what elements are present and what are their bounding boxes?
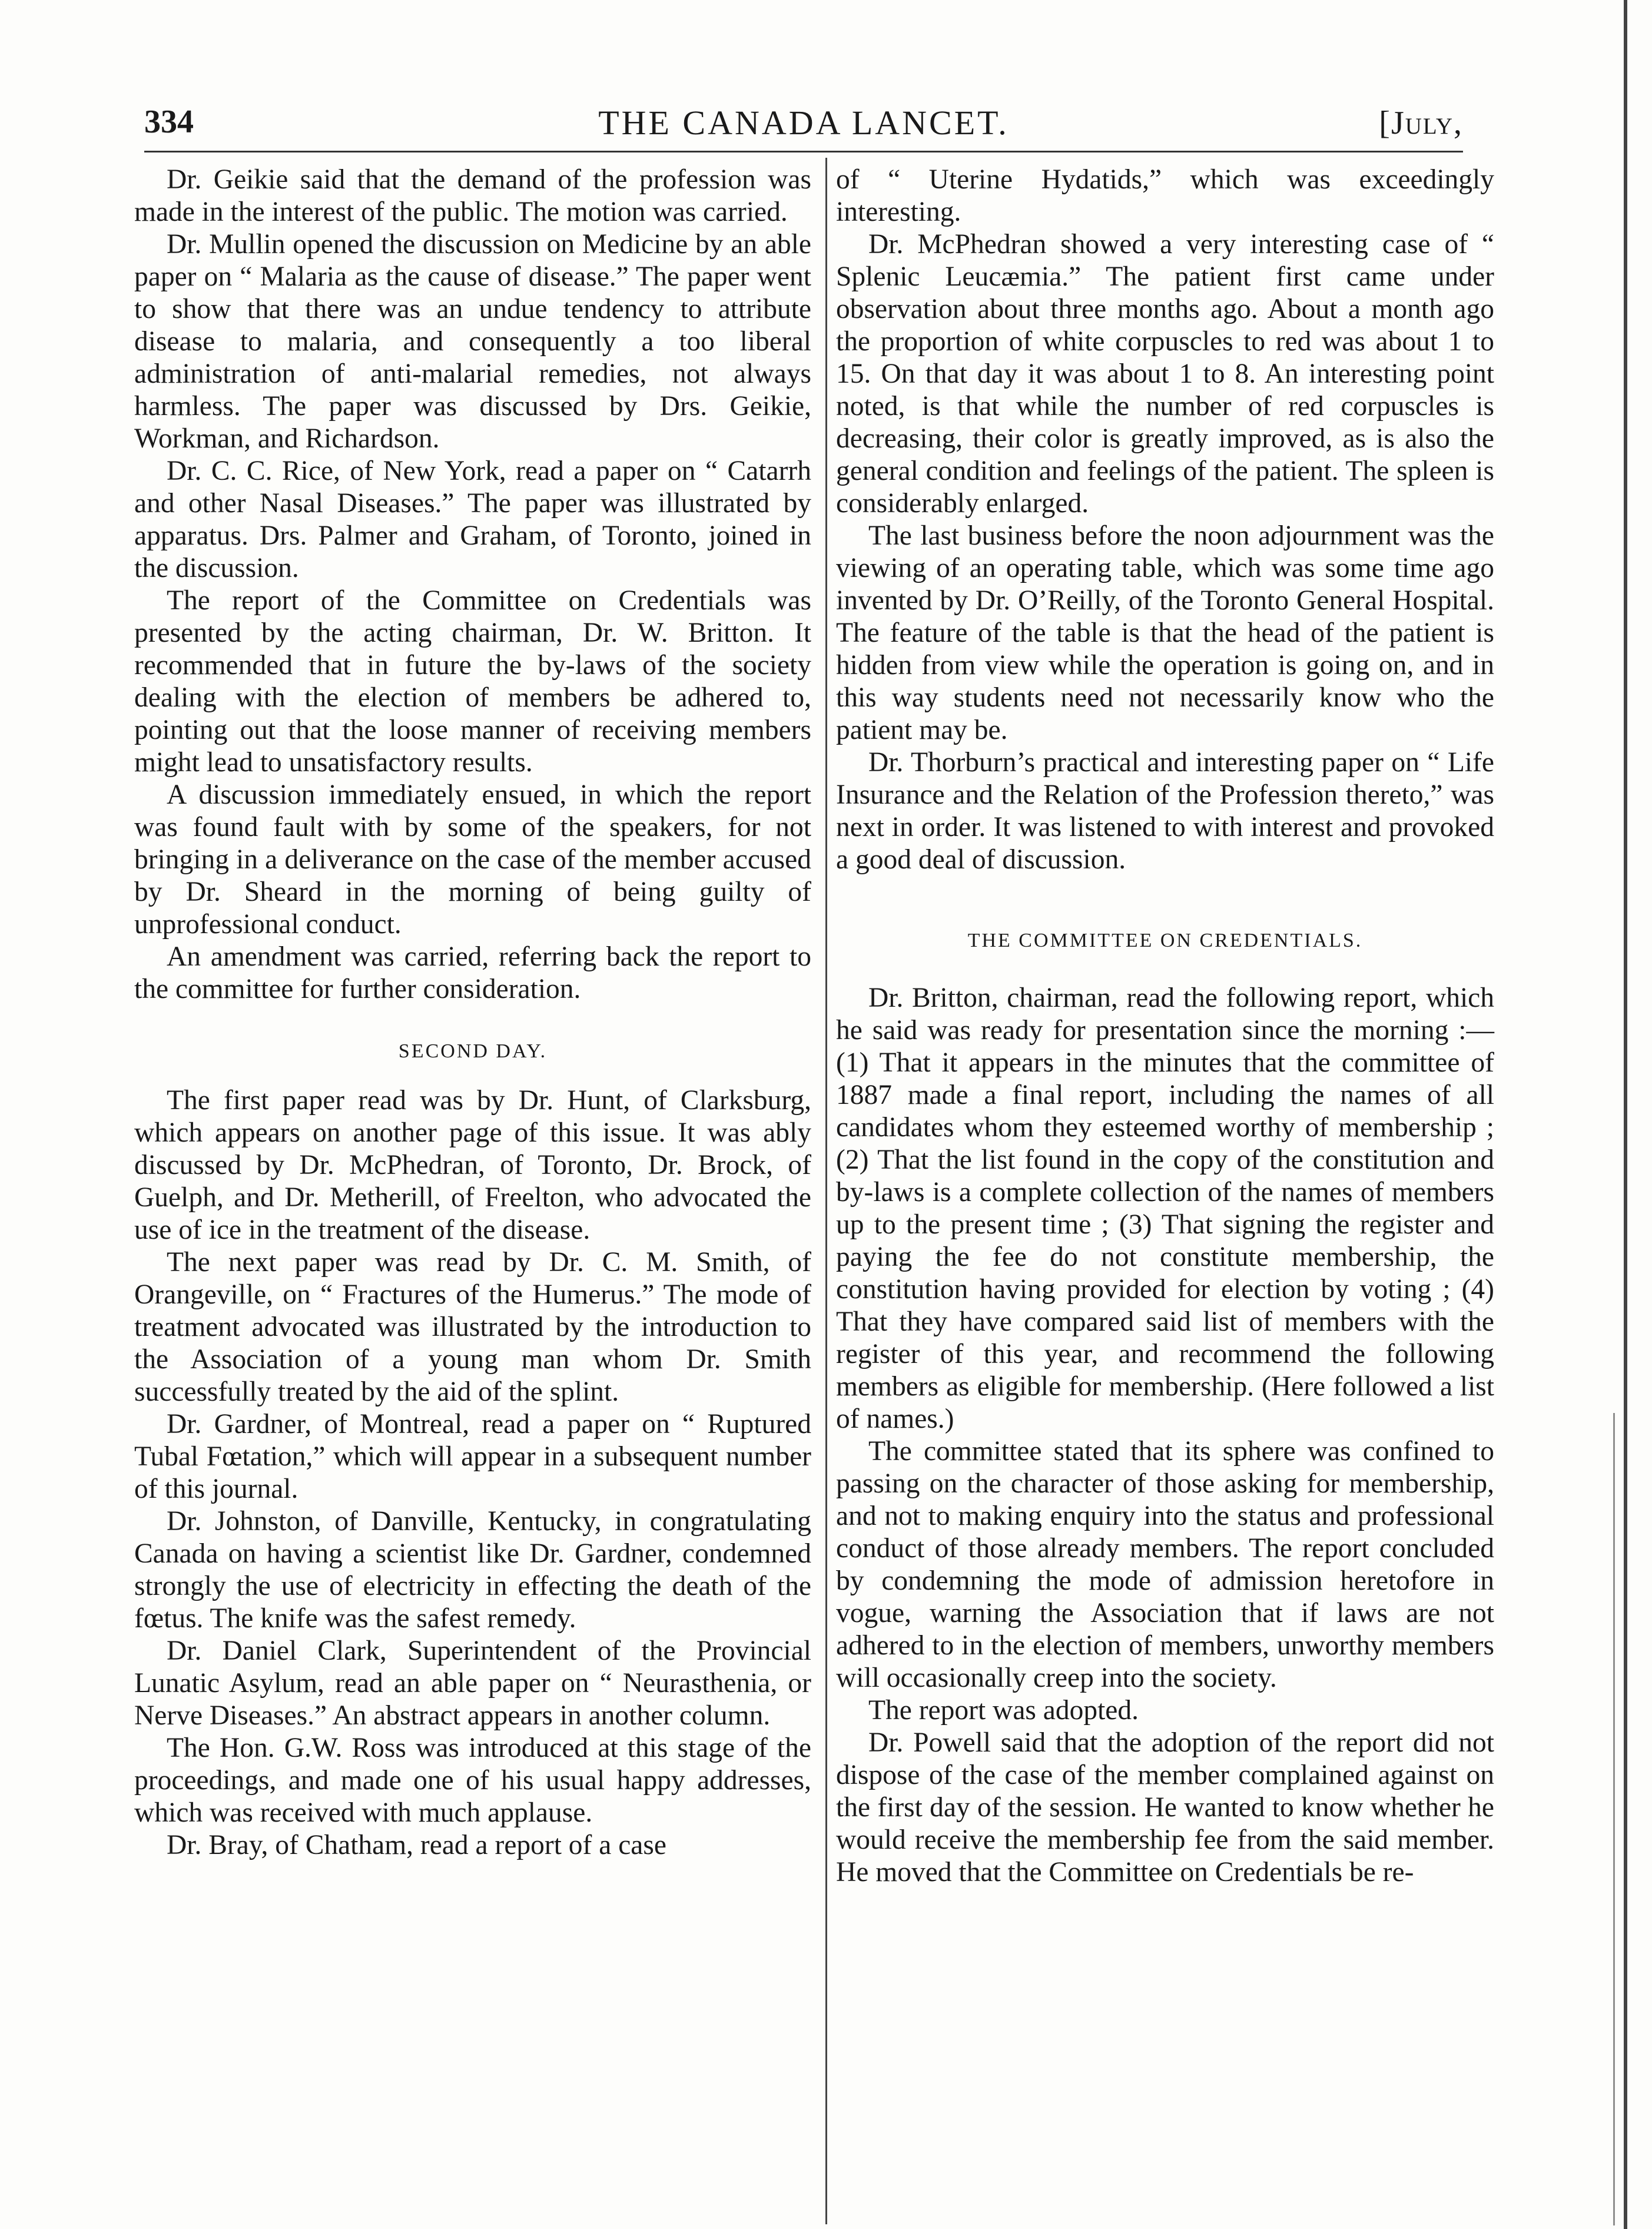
paragraph: An amendment was carried, referring back the report to the committee for further consideration.: [134, 941, 811, 1004]
paragraph: Dr. Thorburn’s practical and interesting paper on “ Life Insurance and the Relation of the Profession thereto,” was next in order. It was listened to with interest and provoked a good deal of discussion.: [836, 747, 1494, 875]
journal-title: THE CANADA LANCET.: [598, 104, 1009, 142]
paragraph: Dr. Geikie said that the demand of the profession was made in the interest of the public. The motion was carried.: [134, 164, 811, 227]
paragraph-continued: of “ Uterine Hydatids,” which was exceedingly interesting.: [836, 164, 1494, 227]
paragraph: Dr. Johnston, of Danville, Kentucky, in congratulating Canada on having a scientist like Dr. Gardner, condemned strongly the use of electricity in effecting the death of the fœtus. The knife was the safest remedy.: [134, 1506, 811, 1634]
paragraph: Dr. Gardner, of Montreal, read a paper on “ Ruptured Tubal Fœtation,” which will appear in a subsequent number of this journal.: [134, 1409, 811, 1504]
right-column: [836, 164, 1494, 1889]
paragraph: Dr. Bray, of Chatham, read a report of a case: [167, 1830, 666, 1860]
section-heading-second-day: SECOND DAY.: [398, 1040, 548, 1062]
paragraph: The last business before the noon adjournment was the viewing of an operating table, which was some time ago invented by Dr. O’Reilly, of the Toronto General Hospital. The feature of the table is that the head of the patient is hidden from view while the operation is going on, and in this way students need not necessarily know who the patient may be.: [836, 520, 1494, 745]
paragraph: Dr. Daniel Clark, Superintendent of the Provincial Lunatic Asylum, read an able paper on “ Neurasthenia, or Nerve Diseases.” An abstract appears in another column.: [134, 1636, 811, 1731]
running-header: [144, 97, 1463, 150]
paragraph: Dr. McPhedran showed a very interesting case of “ Splenic Leucæmia.” The patient first came under observation about three months ago. About a month ago the proportion of white corpuscles to red was about 1 to 15. On that day it was about 1 to 8. An interesting point noted, is that while the number of red corpuscles is decreasing, their color is greatly improved, as is also the general condition and feelings of the patient. The spleen is considerably enlarged.: [836, 229, 1494, 519]
section-heading-committee: THE COMMITTEE ON CREDENTIALS.: [967, 930, 1363, 951]
left-column: [134, 164, 811, 1862]
paragraph: The first paper read was by Dr. Hunt, of Clarksburg, which appears on another page of this issue. It was ably discussed by Dr. McPhedran, of Toronto, Dr. Brock, of Guelph, and Dr. Metherill, of Freelton, who advocated the use of ice in the treatment of the disease.: [134, 1085, 811, 1245]
paragraph: Dr. Powell said that the adoption of the report did not dispose of the case of the member complained against on the first day of the session. He wanted to know whether he would receive the membership fee from the said member. He moved that the Committee on Credentials be re-: [836, 1727, 1494, 1888]
scan-edge-shadow-inner: [1613, 1413, 1615, 2225]
paragraph: The committee stated that its sphere was confined to passing on the character of those asking for membership, and not to making enquiry into the status and professional conduct of those already members. The report concluded by condemning the mode of admission heretofore in vogue, warning the Association that if laws are not adhered to in the election of members, unworthy members will occasionally creep into the society.: [836, 1436, 1494, 1693]
header-rule: [144, 151, 1463, 152]
paragraph: Dr. C. C. Rice, of New York, read a paper on “ Catarrh and other Nasal Diseases.” The paper was illustrated by apparatus. Drs. Palmer and Graham, of Toronto, joined in the discussion.: [134, 456, 811, 583]
column-divider: [825, 158, 827, 2224]
scan-edge-shadow: [1624, 0, 1627, 2229]
paragraph: The next paper was read by Dr. C. M. Smith, of Orangeville, on “ Fractures of the Humerus.” The mode of treatment advocated was illustrated by the introduction to the Association of a young man whom Dr. Smith successfully treated by the aid of the splint.: [134, 1247, 811, 1407]
paragraph: Dr. Mullin opened the discussion on Medicine by an able paper on “ Malaria as the cause of disease.” The paper went to show that there was an undue tendency to attribute disease to malaria, and consequently a too liberal administration of anti-malarial remedies, not always harmless. The paper was discussed by Drs. Geikie, Workman, and Richardson.: [134, 229, 811, 454]
page-number: 334: [144, 104, 194, 140]
paragraph: Dr. Britton, chairman, read the following report, which he said was ready for presentation since the morning :—(1) That it appears in the minutes that the committee of 1887 made a final report, including the names of all candidates whom they esteemed worthy of membership ; (2) That the list found in the copy of the constitution and by-laws is a complete collection of the names of members up to the present time ; (3) That signing the register and paying the fee do not constitute membership, the constitution having provided for election by voting ; (4) That they have compared said list of members with the register of this year, and recommend the following members as eligible for membership. (Here followed a list of names.): [836, 983, 1494, 1434]
paragraph: The Hon. G.W. Ross was introduced at this stage of the proceedings, and made one of his usual happy addresses, which was received with much applause.: [134, 1733, 811, 1828]
paragraph: A discussion immediately ensued, in which the report was found fault with by some of the speakers, for not bringing in a deliverance on the case of the member accused by Dr. Sheard in the morning of being guilty of unprofessional conduct.: [134, 780, 811, 940]
paragraph: The report of the Committee on Credentials was presented by the acting chairman, Dr. W. Britton. It recommended that in future the by-laws of the society dealing with the election of members be adhered to, pointing out that the loose manner of receiving members might lead to unsatisfactory results.: [134, 585, 811, 778]
paragraph: The report was adopted.: [868, 1695, 1139, 1726]
issue-month: [July,: [1379, 105, 1463, 141]
